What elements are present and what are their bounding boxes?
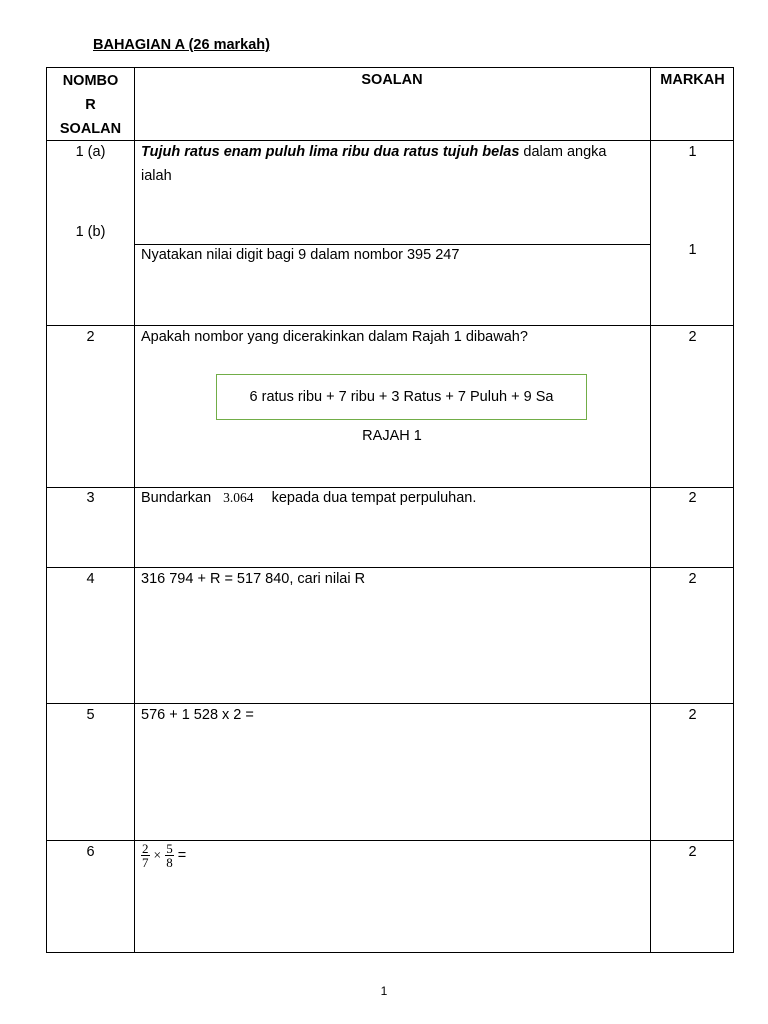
figure-caption: RAJAH 1 — [362, 428, 422, 444]
question-mark: 2 — [688, 571, 697, 587]
header-number-line: R — [85, 97, 96, 113]
header-marks: MARKAH — [660, 72, 725, 88]
question-number: 3 — [86, 490, 95, 506]
header-number-line: SOALAN — [59, 121, 122, 137]
fraction-numerator: 2 — [142, 841, 149, 856]
question-text-after: kepada dua tempat perpuluhan. — [271, 490, 477, 506]
question-text: 316 794 + R = 517 840, cari nilai R — [141, 571, 366, 587]
row-divider — [47, 840, 733, 841]
question-mark: 2 — [688, 490, 697, 506]
fraction-denominator: 7 — [142, 855, 149, 870]
question-text: Nyatakan nilai digit bagi 9 dalam nombor 395 247 — [141, 247, 460, 263]
page-number: 1 — [380, 984, 388, 998]
equals-sign: = — [177, 847, 187, 864]
fraction-denominator: 8 — [166, 855, 173, 870]
header-number-line: NOMBO — [62, 73, 119, 89]
question-text: Apakah nombor yang dicerakinkan dalam Rajah 1 dibawah? — [141, 329, 528, 345]
question-table — [46, 67, 734, 953]
question-number: 4 — [86, 571, 95, 587]
question-number: 6 — [86, 844, 95, 860]
decomposition-box — [216, 374, 587, 420]
question-mark: 2 — [688, 329, 697, 345]
fraction — [165, 842, 174, 869]
fraction-numerator: 5 — [166, 841, 173, 856]
question-text-rest: dalam angka ialah — [141, 144, 607, 184]
question-mark: 1 — [688, 144, 697, 160]
fraction — [141, 842, 150, 869]
question-text: 576 + 1 528 x 2 = — [141, 707, 254, 723]
question-mark: 2 — [688, 707, 697, 723]
header-question: SOALAN — [361, 72, 423, 88]
question-number: 1 (a) — [75, 144, 106, 160]
decomposition-text: 6 ratus ribu + 7 ribu + 3 Ratus + 7 Puluh + 9 Sa — [249, 389, 554, 405]
question-number: 5 — [86, 707, 95, 723]
decimal-value: 3.064 — [223, 490, 254, 505]
question-mark: 2 — [688, 844, 697, 860]
question-text — [141, 140, 611, 188]
question-text-before: Bundarkan — [141, 490, 212, 506]
section-title: BAHAGIAN A (26 markah) — [93, 37, 270, 53]
column-divider — [134, 68, 135, 952]
question-number: 2 — [86, 329, 95, 345]
question-mark: 1 — [688, 242, 697, 258]
question-text — [141, 486, 641, 510]
header-number — [47, 69, 134, 141]
question-emphasis: Tujuh ratus enam puluh lima ribu dua ratus tujuh belas — [141, 144, 520, 160]
column-divider — [650, 68, 651, 952]
question-number: 1 (b) — [75, 224, 106, 240]
question-expression — [141, 842, 341, 869]
multiply-sign: × — [153, 847, 162, 863]
